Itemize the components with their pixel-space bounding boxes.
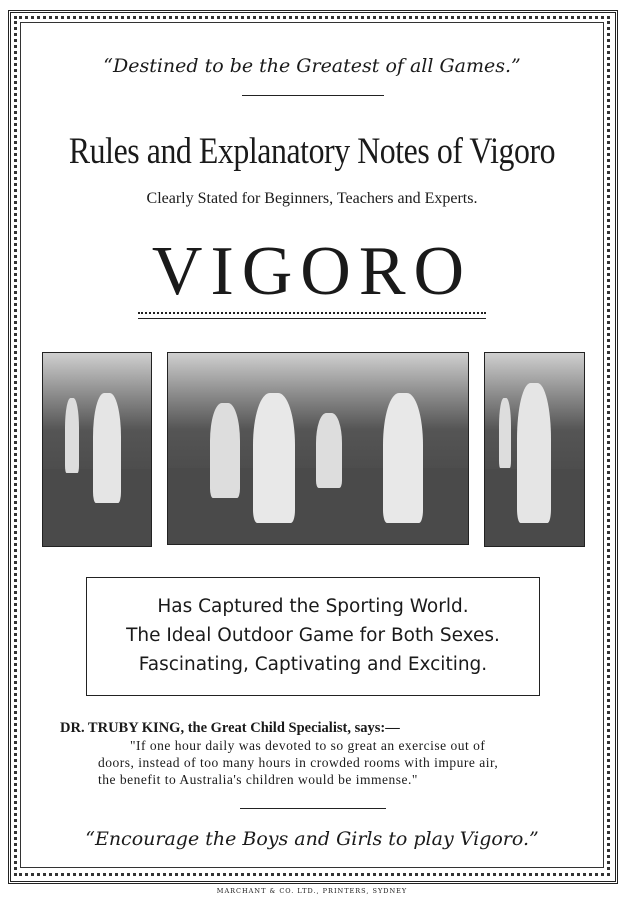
bottom-quote: “Encourage the Boys and Girls to play Vigoro.”: [85, 828, 539, 850]
testimonial-line: the benefit to Australia's children would be immense.": [98, 772, 418, 787]
feature-line: Has Captured the Sporting World.: [157, 596, 469, 617]
feature-box: [86, 577, 540, 696]
subtitle: Clearly Stated for Beginners, Teachers and Experts.: [146, 190, 478, 207]
printer-credit: MARCHANT & CO. LTD., PRINTERS, SYDNEY: [216, 887, 408, 895]
feature-line: The Ideal Outdoor Game for Both Sexes.: [126, 625, 500, 646]
divider: [242, 95, 384, 96]
divider: [240, 808, 386, 809]
feature-line: Fascinating, Captivating and Exciting.: [138, 654, 488, 675]
testimonial-heading: DR. TRUBY KING, the Great Child Specialist, says:—: [60, 720, 400, 736]
testimonial: [60, 720, 570, 788]
testimonial-line: "If one hour daily was devoted to so great an exercise out of: [130, 738, 486, 753]
testimonial-line: doors, instead of too many hours in crowded rooms with impure air,: [98, 755, 499, 770]
photo-batsman-left: [42, 352, 152, 547]
photo-women-playing: [167, 352, 469, 545]
brand-heading: VIGORO: [151, 233, 473, 310]
dotted-divider: [138, 312, 486, 319]
page-title: Rules and Explanatory Notes of Vigoro: [68, 131, 556, 172]
photo-batsman-right: [484, 352, 585, 547]
top-quote: “Destined to be the Greatest of all Games.”: [103, 55, 521, 77]
